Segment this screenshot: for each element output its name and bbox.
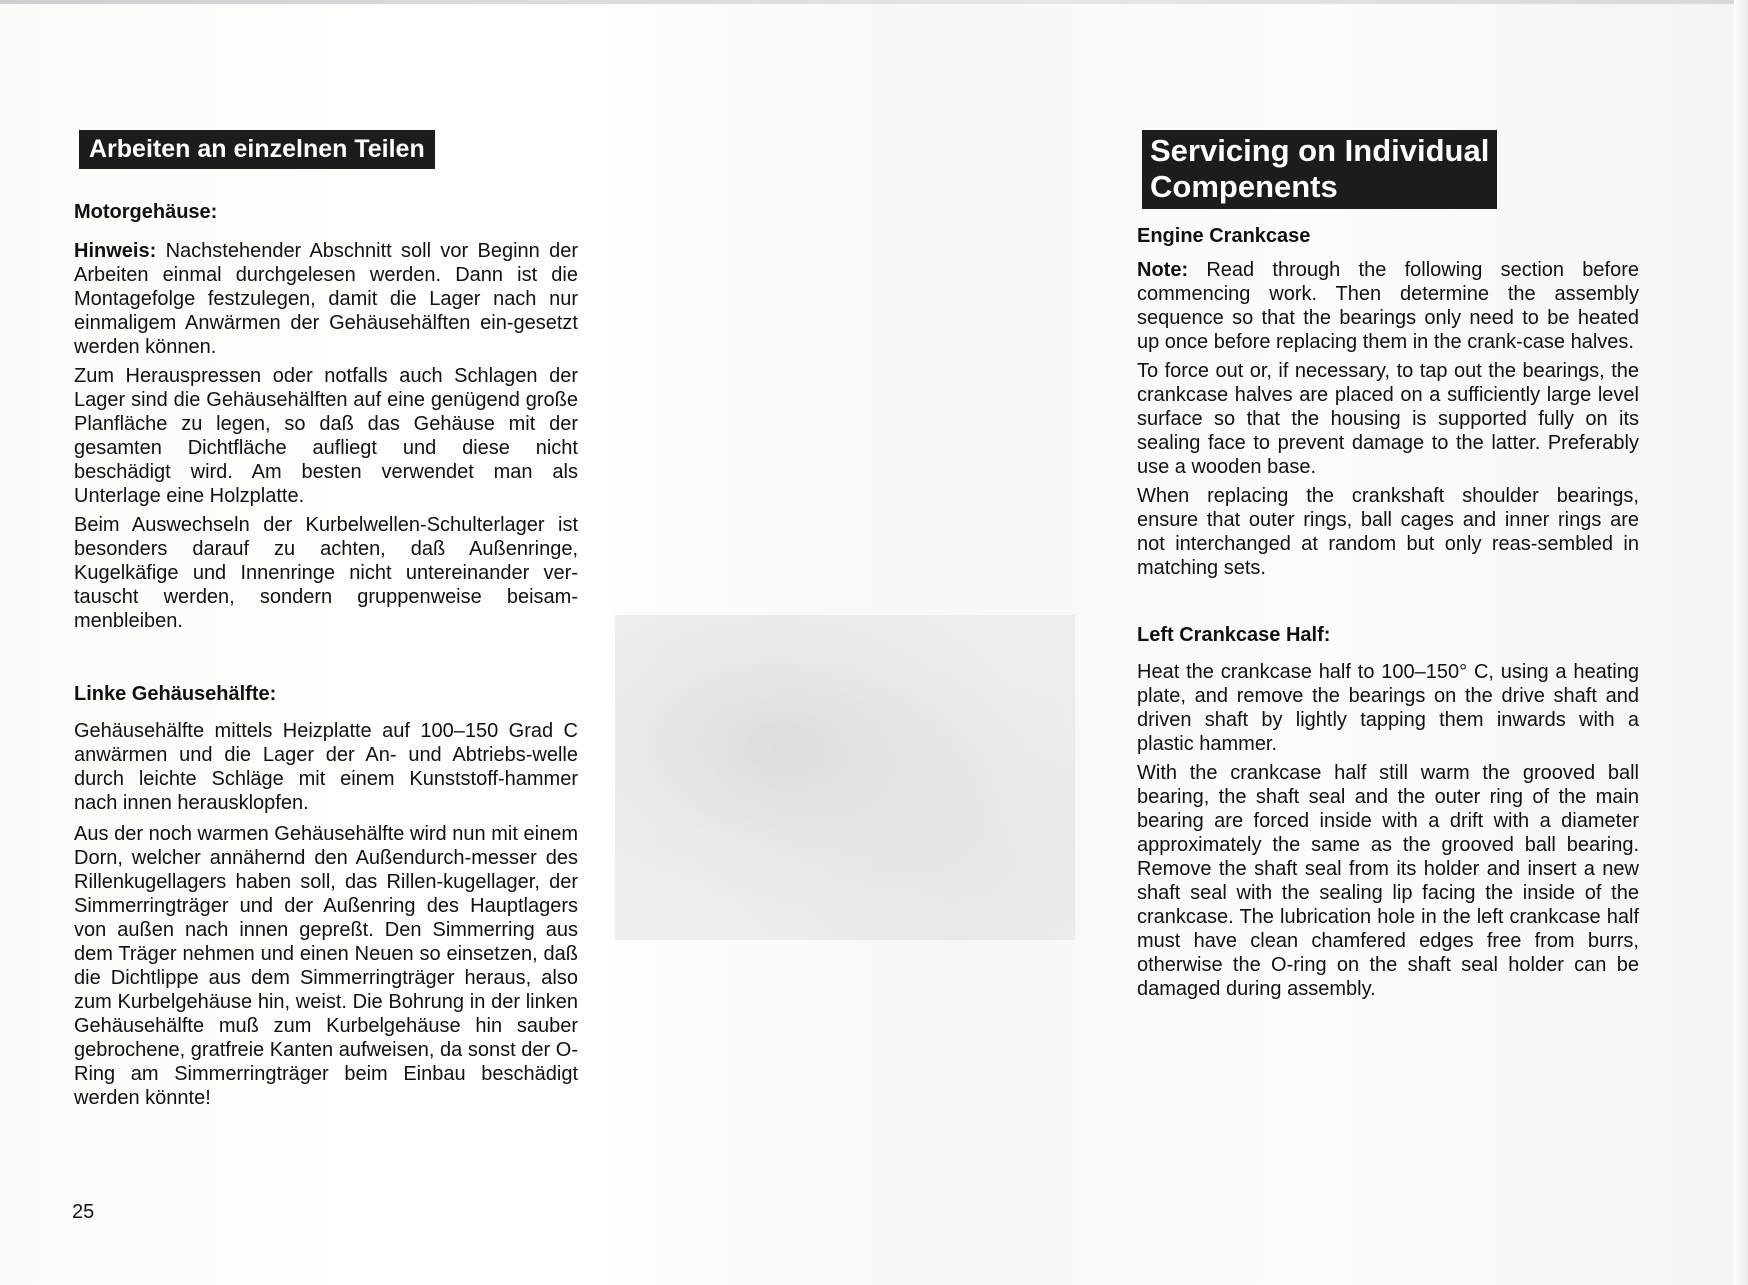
english-paragraph: With the crankcase half still warm the grooved ball bearing, the shaft seal and the outer ring of the main bearing are forced inside with a drift with a diameter approximately the same as the grooved ball bearing. Remove the shaft seal from its holder and insert a new shaft seal with the sealing lip facing the inside of the crankcase. The lubrication hole in the left crankcase half must have clean chamfered edges free from burrs, otherwise the O-ring on the shaft seal holder can be damaged during assembly. [1137,762,1639,1000]
english-note-text: Read through the following section before commencing work. Then determine the assembly sequence so that the bearings only need to be heated up once before replacing them in the crank-case halves. [1137,259,1639,353]
german-note-text: Nachstehender Abschnitt soll vor Beginn der Arbeiten einmal durchgelesen werden. Dann ist die Montagefolge festzulegen, damit die Lager nach nur einmaligem Anwärmen der Gehäusehälften ein-gesetzt werden können. [74,240,578,358]
german-paragraph: Gehäusehälfte mittels Heizplatte auf 100–150 Grad C anwärmen und die Lager der An- und Abtriebs-welle durch leichte Schläge mit einem Kunststoff-hammer nach innen herausklopfen. [74,720,578,814]
german-paragraph: Zum Herauspressen oder notfalls auch Schlagen der Lager sind die Gehäusehälften auf eine genügend große Planfläche zu legen, so daß das Gehäuse mit der gesamten Dichtfläche aufliegt und diese nicht beschädigt wird. Am besten verwendet man als Unterlage eine Holzplatte. [74,365,578,507]
german-column [74,130,578,1110]
german-paragraph: Aus der noch warmen Gehäusehälfte wird nun mit einem Dorn, welcher annähernd den Außendurch-messer des Rillenkugellagers haben soll, das Rillen-kugellager, der Simmerringträger und der Außenring des Hauptlagers von außen nach innen gepreßt. Den Simmerring aus dem Träger nehmen und einen Neuen so einsetzen, daß die Dichtlippe aus dem Simmerringträger heraus, also zum Kurbelgehäuse hin, weist. Die Bohrung in der linken Gehäusehälfte muß zum Kurbelgehäuse hin sauber gebrochene, gratfreie Kanten aufweisen, da sonst der O-Ring am Simmerringträger beim Einbau beschädigt werden könnte! [74,823,578,1109]
page-number: 25 [72,1201,95,1223]
german-note-label: Hinweis: [74,240,157,262]
german-note-paragraph [74,239,578,359]
right-page-edge [1734,0,1748,1285]
english-column [1137,130,1639,1001]
german-left-half-heading: Linke Gehäusehälfte: [74,683,277,705]
german-crankcase-heading: Motorgehäuse: [74,201,218,223]
german-section-title: Arbeiten an einzelnen Teilen [79,130,435,169]
english-paragraph: To force out or, if necessary, to tap out the bearings, the crankcase halves are placed on a sufficiently large level surface so that the housing is supported fully on its sealing face to prevent damage to the latter. Preferably use a wooden base. [1137,360,1639,478]
english-title-line-2: Compenents [1150,169,1338,204]
english-note-paragraph [1137,258,1639,354]
english-note-label: Note: [1137,259,1189,281]
english-title-line-1: Servicing on Individual [1150,133,1490,168]
english-paragraph: Heat the crankcase half to 100–150° C, using a heating plate, and remove the bearings on the drive shaft and driven shaft by lightly tapping them inwards with a plastic hammer. [1137,661,1639,755]
faint-show-through-photo [615,615,1075,940]
english-crankcase-heading: Engine Crankcase [1137,225,1311,247]
english-left-half-heading: Left Crankcase Half: [1137,624,1331,646]
german-paragraph: Beim Auswechseln der Kurbelwellen-Schulterlager ist besonders darauf zu achten, daß Außenringe, Kugelkäfige und Innenringe nicht untereinander ver-tauscht werden, sondern gruppenweise beisam-menbleiben. [74,514,578,632]
english-paragraph: When replacing the crankshaft shoulder bearings, ensure that outer rings, ball cages and inner rings are not interchanged at random but only reas-sembled in matching sets. [1137,485,1639,579]
page-edge-shadow [0,0,1748,4]
english-section-title [1142,130,1497,209]
